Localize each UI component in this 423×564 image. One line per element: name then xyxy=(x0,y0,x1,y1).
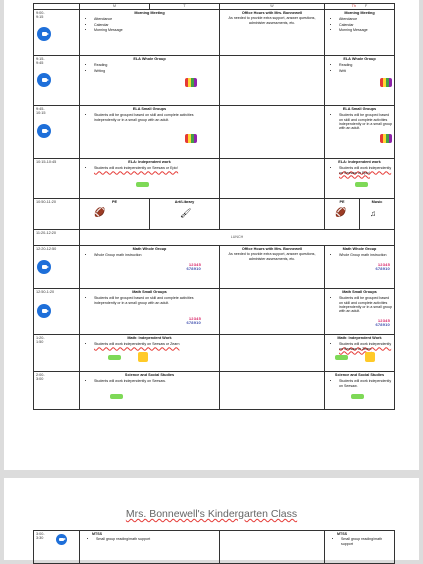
seesaw-icon xyxy=(110,394,123,399)
row-science-social xyxy=(34,372,395,410)
row-ela-whole xyxy=(34,56,395,106)
block-title: MTSS xyxy=(337,532,347,536)
pe-label: PE xyxy=(339,200,345,204)
block-title: Science and Social Studies xyxy=(334,373,385,377)
zearn-icon xyxy=(365,352,375,362)
block-title: ELA: Independent work xyxy=(128,160,171,164)
books-clipart-icon xyxy=(380,78,392,87)
block-list: • Whole Group math instruction xyxy=(325,253,394,257)
block-title: Math Small Groups xyxy=(132,290,167,294)
zoom-icon[interactable] xyxy=(37,73,51,87)
block-list: • Attendance • Calendar • Morning Message xyxy=(80,17,219,32)
zoom-icon[interactable] xyxy=(37,124,51,138)
block-list: • Students will be grouped based on skill and complete activities independently or in a small group with an adult. xyxy=(325,296,394,313)
time-label: 11:20-12:20 xyxy=(36,231,56,235)
pe-label: PE xyxy=(111,200,118,204)
schedule-table-page-2 xyxy=(33,530,395,564)
row-ela-small xyxy=(34,106,395,159)
zoom-icon[interactable] xyxy=(37,260,51,274)
office-hours-title: Office Hours with Mrs. Bonnewell xyxy=(241,11,303,15)
lunch-label: LUNCH xyxy=(230,235,244,240)
block-title: ELA Whole Group xyxy=(343,57,376,61)
time-label: 10:50-11:20 xyxy=(36,200,56,204)
day-wednesday: W xyxy=(220,4,325,10)
zearn-icon xyxy=(138,352,148,362)
schedule-table xyxy=(33,3,395,410)
row-morning-meeting xyxy=(34,10,395,56)
day-tuesday: T xyxy=(150,4,220,10)
document-page-2 xyxy=(4,478,419,560)
seesaw-icon xyxy=(335,355,348,360)
block-list: • Students will work independently on Seesaw or Epic! xyxy=(325,166,394,175)
music-label: Music xyxy=(371,200,383,204)
block-title: Math: Independent Work xyxy=(337,336,382,340)
time-label: 9:15- 9:45 xyxy=(36,57,45,66)
block-title: ELA Small Groups xyxy=(132,107,167,111)
zoom-icon[interactable] xyxy=(37,27,51,41)
block-list: • Whole Group math instruction xyxy=(80,253,219,257)
zoom-icon[interactable] xyxy=(37,304,51,318)
numbers-clipart: 12345 678910 xyxy=(375,262,390,272)
time-label: 2:00- 3:00 xyxy=(36,373,45,382)
block-list: • Students will be grouped based on skill and complete activities independently or in a small group with an adult. xyxy=(325,113,394,130)
row-ela-independent xyxy=(34,159,395,199)
time-label: 10:15-10:45 xyxy=(36,160,57,164)
seesaw-icon xyxy=(136,182,149,187)
seesaw-icon xyxy=(355,182,368,187)
numbers-clipart: 12345 678910 xyxy=(186,316,201,326)
block-list: • Reading • Writing xyxy=(80,63,219,73)
block-title: ELA: Independent work xyxy=(338,160,381,164)
music-note-icon: ♫ xyxy=(370,209,376,218)
numbers-clipart: 12345 678910 xyxy=(375,318,390,328)
page-title: Mrs. Bonnewell's Kindergarten Class xyxy=(125,508,298,520)
row-math-small xyxy=(34,289,395,335)
time-label: 1:20- 1:50 xyxy=(36,336,45,345)
block-title: Math Whole Group xyxy=(132,247,167,251)
block-title: Morning Meeting xyxy=(134,11,165,15)
day-friday: F xyxy=(365,4,368,8)
block-list: • Students will work independently on Seesaw. xyxy=(80,379,219,383)
zoom-icon[interactable] xyxy=(56,534,67,545)
day-monday: M xyxy=(80,4,150,10)
block-title: ELA Whole Group xyxy=(133,57,166,61)
block-title: ELA Small Groups xyxy=(342,107,377,111)
block-list: • Reading • Writi xyxy=(325,63,394,73)
block-list: • Students will work independently on Seesaw or Epic! xyxy=(80,166,219,170)
sports-balls-icon: 🏈 xyxy=(335,207,347,217)
row-math-independent xyxy=(34,335,395,372)
books-clipart-icon xyxy=(185,134,197,143)
sports-balls-icon: 🏈 xyxy=(94,207,106,217)
seesaw-icon xyxy=(108,355,121,360)
office-hours-text: As needed to provide extra support, answer questions, administer assessments, etc. xyxy=(228,16,316,25)
time-label: 12:20-12:50 xyxy=(36,247,57,251)
row-lunch xyxy=(34,230,395,246)
time-label: 12:50-1:20 xyxy=(36,290,55,294)
block-list: • Students will work independently on Seesaw or Zearn xyxy=(80,342,219,346)
art-library-label: Art/Library xyxy=(174,200,195,204)
books-clipart-icon xyxy=(185,78,197,87)
block-title: Math Whole Group xyxy=(342,247,377,251)
row-mtss: 3:00- 3:30 MTSS • Small group reading/math support MTSS • Small group reading/math support xyxy=(34,531,395,564)
office-hours-title: Office Hours with Mrs. Bonnewell xyxy=(241,247,303,251)
row-math-whole xyxy=(34,246,395,289)
block-list: • Students will work independently on Seesaw. xyxy=(325,379,394,388)
seesaw-icon xyxy=(351,394,364,399)
block-list: • Attendance • Calendar • Morning Message xyxy=(325,17,394,32)
block-list: • Students will work independently on Seesaw or Zearn xyxy=(325,342,394,351)
block-list: • Students will be grouped based on skill and complete activities independently or in a small group with an adult. xyxy=(80,113,219,122)
block-title: Morning Meeting xyxy=(344,11,375,15)
block-title: Math Small Groups xyxy=(342,290,377,294)
numbers-clipart: 12345 678910 xyxy=(186,262,201,272)
time-label: 9:45- 10:15 xyxy=(36,107,46,116)
block-title: Science and Social Studies xyxy=(124,373,175,377)
day-thursday: Th xyxy=(351,4,356,8)
block-title: MTSS xyxy=(92,532,102,536)
row-specials xyxy=(34,199,395,230)
time-label: 3:00- 3:30 xyxy=(36,532,45,541)
office-hours-text: As needed to provide extra support, answer questions, administer assessments, etc. xyxy=(228,252,316,261)
block-list: • Students will be grouped based on skill and complete activities independently or in a small group with an adult. xyxy=(80,296,219,305)
books-clipart-icon xyxy=(380,134,392,143)
document-page-1 xyxy=(4,0,419,470)
time-label: 9:00- 9:15 xyxy=(36,11,45,20)
paintbrush-icon: 🖌 xyxy=(180,208,192,218)
block-title: Math: Independent Work xyxy=(127,336,172,340)
